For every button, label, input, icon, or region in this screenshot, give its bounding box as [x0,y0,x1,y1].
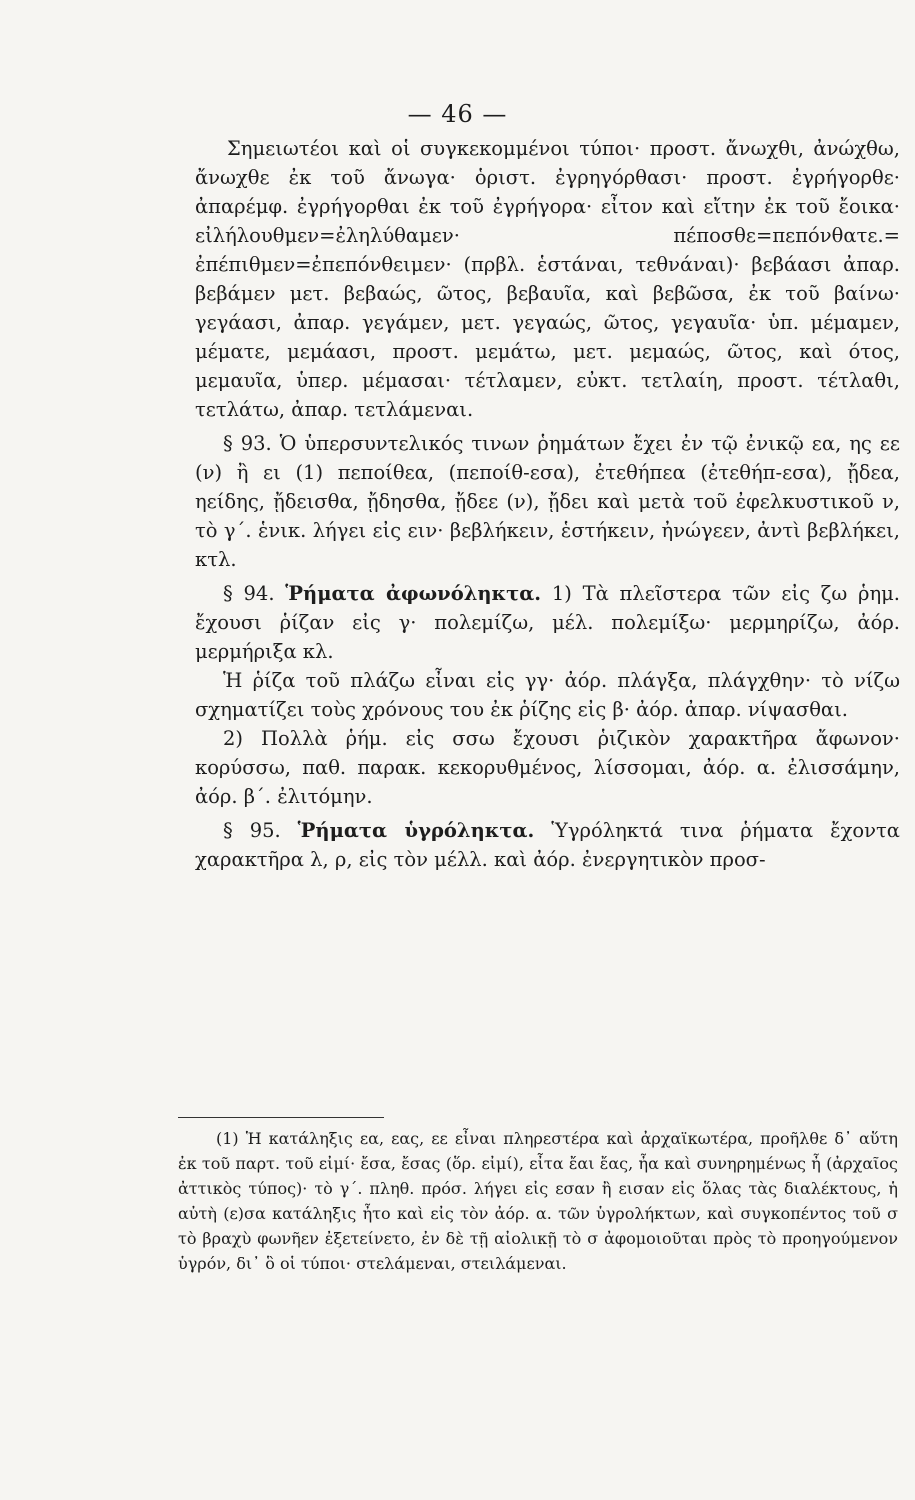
section-94-text: 1) Τὰ πλεῖστερα τῶν εἰς ζω ῥημ. ἔχουσι ῥίζαν εἰς γ· πολεμίζω, μέλ. πολεμίξω· μερμηρίζω, ἀόρ. μερμήριξα κλ. [195,582,901,663]
section-95-text: Ὑγρόληκτά τινα ῥήματα ἔχοντα χαρακτῆρα λ, ρ, εἰς τὸν μέλλ. καὶ ἀόρ. ἐνεργητικὸν προσ- [195,819,900,871]
paragraph-section-94 [195,579,900,666]
paragraph-syncopated-forms: Σημειωτέοι καὶ οἱ συγκεκομμένοι τύποι· προστ. ἄνωχθι, ἀνώχθω, ἄνωχθε ἐκ τοῦ ἄνωγα· ὁριστ. ἐγρηγόρθασι· προστ. ἐγρήγορθε· ἀπαρέμφ. ἐγρήγορθαι ἐκ τοῦ ἐγρήγορα· εἶτον καὶ εἴτην ἐκ τοῦ ἔοικα· εἰλήλουθμεν=ἐληλύθαμεν· πέποσθε=πεπόνθατε.= ἐπέπιθμεν=ἐπεπόνθειμεν· (πρβλ. ἑστάναι, τεθνάναι)· βεβάασι ἀπαρ. βεβάμεν μετ. βεβαώς, ῶτος, βεβαυῖα, καὶ βεβῶσα, ἐκ τοῦ βαίνω· γεγάασι, ἀπαρ. γεγάμεν, μετ. γεγαώς, ῶτος, γεγαυῖα· ὑπ. μέμαμεν, μέματε, μεμάασι, προστ. μεμάτω, μετ. μεμαώς, ῶτος, καὶ ότος, μεμαυῖα, ὑπερ. μέμασαι· τέτλαμεν, εὐκτ. τετλαίη, προστ. τέτλαθι, τετλάτω, ἀπαρ. τετλάμεναι. [195,137,900,421]
paragraph-root-plazo: Ἡ ῥίζα τοῦ πλάζω εἶναι εἰς γγ· ἀόρ. πλάγξα, πλάγχθην· τὸ νίζω σχηματίζει τοὺς χρόνους του ἐκ ῥίζης εἰς β· ἀόρ. ἀπαρ. νίψασθαι. [195,669,900,721]
paragraph-verbs-sso: 2) Πολλὰ ῥήμ. εἰς σσω ἔχουσι ῥιζικὸν χαρακτῆρα ἄφωνον· κορύσσω, παθ. παρακ. κεκορυθμένος, λίσσομαι, ἀόρ. α. ἐλισσάμην, ἀόρ. β΄. ἐλιτόμην. [195,727,900,808]
section-94-title: Ῥήματα ἀφωνόληκτα. [285,582,542,605]
section-94-number: § 94. [223,582,275,605]
footnote: (1) Ἡ κατάληξις εα, εας, εε εἶναι πληρεστέρα καὶ ἀρχαϊκωτέρα, προῆλθε δ᾽ αὕτη ἐκ τοῦ παρτ. τοῦ εἰμί· ἔσα, ἔσας (ὅρ. εἰμί), εἶτα ἔαι ἔας, ἦα καὶ συνηρημένως ἦ (ἀρχαῖος ἀττικὸς τύπος)· τὸ γ΄. πληθ. πρόσ. λήγει εἰς εσαν ἢ εισαν εἰς ὅλας τὰς διαλέκτους, ἡ αὐτὴ (ε)σα κατάληξις ἦτο καὶ εἰς τὸν ἀόρ. α. τῶν ὑγρολήκτων, καὶ συγκοπέντος τοῦ σ τὸ βραχὺ φωνῆεν ἐξετείνετο, ἐν δὲ τῇ αἰολικῇ τὸ σ ἀφομοιοῦται πρὸς τὸ προηγούμενον ὑγρόν, δι᾽ ὃ οἱ τύποι· στελάμεναι, στειλάμεναι. [178,1129,898,1273]
paragraph-section-95 [195,816,900,874]
paragraph-section-93: § 93. Ὁ ὑπερσυντελικός τινων ῥημάτων ἔχει ἐν τῷ ἐνικῷ εα, ης εε (ν) ἢ ει (1) πεποίθεα, (πεποίθ-εσα), ἐτεθήπεα (ἐτεθήπ-εσα), ᾔδεα, ηείδης, ᾔδεισθα, ᾔδησθα, ᾔδεε (ν), ᾔδει καὶ μετὰ τοῦ ἐφελκυστικοῦ ν, τὸ γ΄. ἑνικ. λήγει εἰς ειν· βεβλήκειν, ἑστήκειν, ἠνώγεεν, ἀντὶ βεβλήκει, κτλ. [195,432,900,571]
main-text [195,134,900,874]
section-95-number: § 95. [223,819,281,842]
footnote-divider [178,1117,384,1118]
section-95-title: Ῥήματα ὑγρόληκτα. [297,819,535,842]
page-number: — 46 — [407,100,508,128]
